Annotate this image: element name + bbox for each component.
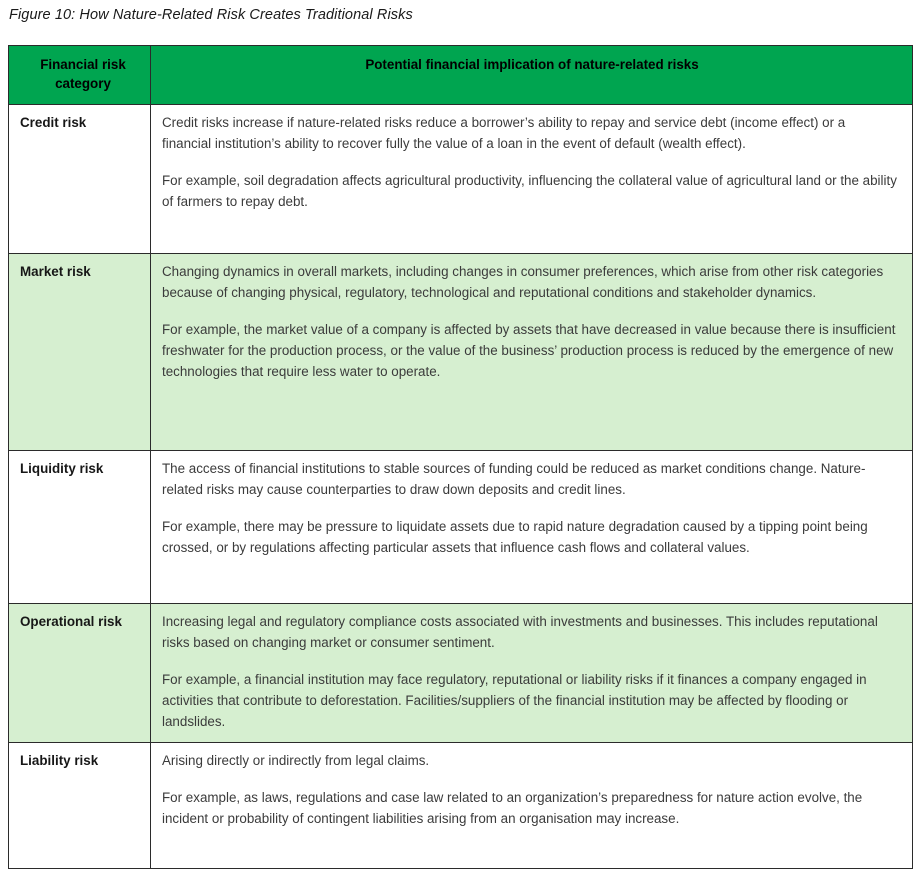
risk-implication-cell — [151, 254, 913, 451]
risk-implication-paragraph: For example, the market value of a company is affected by assets that have decreased in value because there is insufficient freshwater for the production process, or the value of the business’ production process is reduced by the emergence of new technologies that require less water to operate. — [162, 321, 896, 379]
risk-implication-paragraph: For example, a financial institution may face regulatory, reputational or liability risks if it finances a company engaged in activities that contribute to deforestation. Facilities/suppliers of the financial institution may be affected by flooding or landslides. — [162, 671, 867, 729]
risk-implication-paragraph: For example, there may be pressure to liquidate assets due to rapid nature degradation caused by a tipping point being crossed, or by regulations affecting particular assets that influence cash flows and collateral values. — [162, 518, 868, 555]
risk-implication-text — [151, 105, 912, 222]
risk-category-cell — [9, 451, 151, 604]
table-row — [9, 743, 913, 869]
risk-implication-paragraph: For example, as laws, regulations and case law related to an organization’s preparedness for nature action evolve, the incident or probability of contingent liabilities arising from an organisation may increase. — [162, 789, 863, 826]
table-row — [9, 254, 913, 451]
risk-implication-text — [151, 743, 912, 839]
risk-category-label: Operational risk — [20, 614, 122, 630]
risk-implication-paragraph: The access of financial institutions to stable sources of funding could be reduced as market conditions change. Nature-related risks may cause counterparties to draw down deposits and credit lines. — [162, 461, 866, 497]
risk-category-cell — [9, 105, 151, 254]
risk-category-label: Liquidity risk — [20, 461, 104, 477]
risk-implication-paragraph: Increasing legal and regulatory compliance costs associated with investments and businesses. This includes reputational risks based on changing market or consumer sentiment. — [162, 614, 878, 650]
risk-implication-paragraph: Credit risks increase if nature-related risks reduce a borrower’s ability to repay and service debt (income effect) or a financial institution’s ability to recover fully the value of a loan in the event of default (wealth effect). — [162, 115, 846, 151]
column-header-category — [9, 46, 151, 105]
risk-implication-cell — [151, 604, 913, 743]
risk-implication-text — [151, 451, 912, 568]
risk-category-label: Credit risk — [20, 115, 87, 131]
column-header-category-label: Financial risk category — [40, 57, 126, 92]
risk-category-cell — [9, 604, 151, 743]
risk-category-cell — [9, 743, 151, 869]
table-row — [9, 451, 913, 604]
risk-implication-text — [151, 604, 912, 742]
table-row — [9, 604, 913, 743]
table-header — [9, 46, 913, 105]
table-body — [9, 105, 913, 869]
table-row — [9, 105, 913, 254]
risk-implication-cell — [151, 105, 913, 254]
risk-category-label: Market risk — [20, 264, 91, 280]
nature-risk-table — [8, 45, 913, 869]
column-header-implication — [151, 46, 913, 105]
risk-implication-cell — [151, 451, 913, 604]
column-header-implication-label: Potential financial implication of nature-related risks — [365, 57, 699, 72]
figure-caption: Figure 10: How Nature-Related Risk Creates Traditional Risks — [9, 7, 413, 23]
risk-category-cell — [9, 254, 151, 451]
risk-implication-cell — [151, 743, 913, 869]
risk-implication-paragraph: Changing dynamics in overall markets, including changes in consumer preferences, which arise from other risk categories because of changing physical, regulatory, technological and reputational conditions and stakeholder dynamics. — [162, 264, 884, 300]
risk-implication-paragraph: Arising directly or indirectly from legal claims. — [162, 753, 430, 769]
risk-implication-paragraph: For example, soil degradation affects agricultural productivity, influencing the collateral value of agricultural land or the ability of farmers to repay debt. — [162, 172, 897, 209]
table-header-row — [9, 46, 913, 105]
risk-category-label: Liability risk — [20, 753, 99, 769]
risk-implication-text — [151, 254, 912, 392]
